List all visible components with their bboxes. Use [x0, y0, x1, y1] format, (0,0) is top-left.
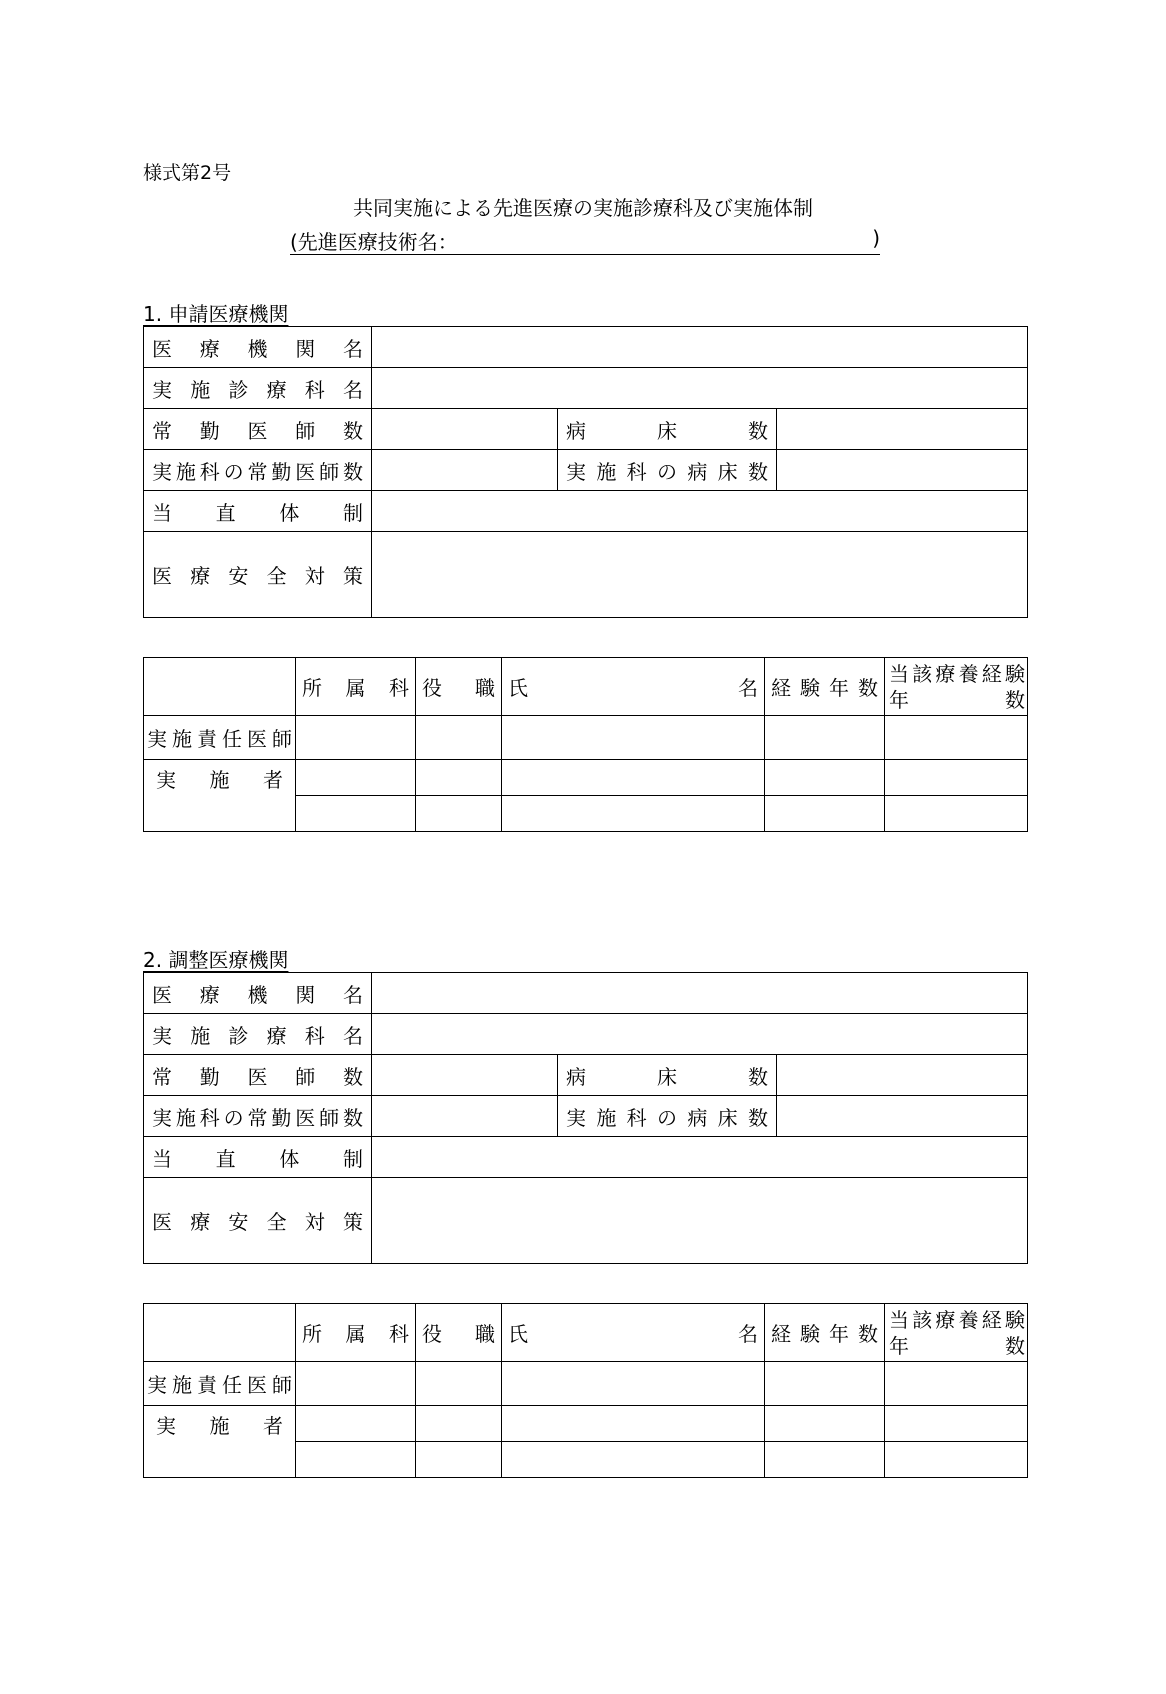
cell-department[interactable] — [296, 716, 416, 760]
header-relevant-exp-year: 年 — [889, 687, 909, 712]
label-beds: 病 床 数 — [558, 409, 777, 450]
label-safety-measures: 医 療 安 全 対 策 — [144, 1178, 372, 1264]
label-fulltime-doctors: 常 勤 医 師 数 — [144, 1055, 372, 1096]
cell-department[interactable] — [296, 760, 416, 796]
value-dept-fulltime-doctors[interactable] — [372, 450, 558, 491]
cell-department[interactable] — [296, 1442, 416, 1478]
header-relevant-experience — [885, 658, 1028, 716]
header-relevant-exp-count: 数 — [1005, 1333, 1025, 1358]
value-institution-name[interactable] — [372, 327, 1028, 368]
value-safety-measures[interactable] — [372, 532, 1028, 618]
cell-name[interactable] — [502, 796, 765, 832]
cell-experience-years[interactable] — [765, 760, 885, 796]
label-on-call-system: 当 直 体 制 — [144, 1137, 372, 1178]
header-relevant-exp-year: 年 — [889, 1333, 909, 1358]
value-on-call-system[interactable] — [372, 491, 1028, 532]
cell-position[interactable] — [416, 760, 502, 796]
header-name — [502, 658, 765, 716]
value-dept-beds[interactable] — [777, 450, 1028, 491]
section-1-heading: 1. 申請医療機関 — [143, 302, 289, 326]
section-1-staff-table — [143, 657, 1028, 832]
section-2-heading: 2. 調整医療機関 — [143, 948, 289, 972]
header-relevant-exp-count: 数 — [1005, 687, 1025, 712]
header-name-left: 氏 — [508, 676, 528, 700]
cell-position[interactable] — [416, 1406, 502, 1442]
header-relevant-experience — [885, 1304, 1028, 1362]
header-blank — [144, 1304, 296, 1362]
header-department: 所 属 科 — [296, 658, 416, 716]
cell-relevant-experience[interactable] — [885, 1442, 1028, 1478]
header-experience-years: 経 験 年 数 — [765, 658, 885, 716]
cell-position[interactable] — [416, 796, 502, 832]
value-department-name[interactable] — [372, 368, 1028, 409]
cell-relevant-experience[interactable] — [885, 716, 1028, 760]
section-2-info-table — [143, 972, 1028, 1264]
value-dept-fulltime-doctors[interactable] — [372, 1096, 558, 1137]
cell-experience-years[interactable] — [765, 1442, 885, 1478]
value-institution-name[interactable] — [372, 973, 1028, 1014]
cell-name[interactable] — [502, 760, 765, 796]
cell-experience-years[interactable] — [765, 1406, 885, 1442]
subtitle-close: ) — [872, 226, 880, 250]
header-name-left: 氏 — [508, 1322, 528, 1346]
header-relevant-exp-line1: 当該療養経験 — [889, 1307, 1025, 1332]
label-fulltime-doctors: 常 勤 医 師 数 — [144, 409, 372, 450]
value-fulltime-doctors[interactable] — [372, 409, 558, 450]
label-beds: 病 床 数 — [558, 1055, 777, 1096]
row-label-implementer: 実 施 者 — [144, 760, 296, 832]
value-department-name[interactable] — [372, 1014, 1028, 1055]
label-institution-name: 医 療 機 関 名 — [144, 327, 372, 368]
cell-position[interactable] — [416, 716, 502, 760]
cell-name[interactable] — [502, 1362, 765, 1406]
section-1-info-table — [143, 326, 1028, 618]
label-institution-name: 医 療 機 関 名 — [144, 973, 372, 1014]
value-fulltime-doctors[interactable] — [372, 1055, 558, 1096]
cell-relevant-experience[interactable] — [885, 1362, 1028, 1406]
cell-department[interactable] — [296, 796, 416, 832]
header-department: 所 属 科 — [296, 1304, 416, 1362]
label-dept-fulltime-doctors: 実施科の常勤医師数 — [144, 450, 372, 491]
label-dept-beds: 実 施 科 の 病 床 数 — [558, 450, 777, 491]
cell-position[interactable] — [416, 1442, 502, 1478]
cell-experience-years[interactable] — [765, 1362, 885, 1406]
value-beds[interactable] — [777, 409, 1028, 450]
document-title: 共同実施による先進医療の実施診療科及び実施体制 — [353, 196, 813, 220]
header-name — [502, 1304, 765, 1362]
subtitle-open: (先進医療技術名： — [290, 230, 458, 254]
label-on-call-system: 当 直 体 制 — [144, 491, 372, 532]
form-number: 様式第2号 — [143, 162, 232, 184]
cell-experience-years[interactable] — [765, 716, 885, 760]
cell-relevant-experience[interactable] — [885, 796, 1028, 832]
cell-position[interactable] — [416, 1362, 502, 1406]
header-name-right: 名 — [738, 676, 758, 700]
value-dept-beds[interactable] — [777, 1096, 1028, 1137]
header-experience-years: 経 験 年 数 — [765, 1304, 885, 1362]
value-safety-measures[interactable] — [372, 1178, 1028, 1264]
header-name-right: 名 — [738, 1322, 758, 1346]
header-blank — [144, 658, 296, 716]
cell-relevant-experience[interactable] — [885, 1406, 1028, 1442]
label-safety-measures: 医 療 安 全 対 策 — [144, 532, 372, 618]
value-on-call-system[interactable] — [372, 1137, 1028, 1178]
label-department-name: 実 施 診 療 科 名 — [144, 368, 372, 409]
label-dept-beds: 実 施 科 の 病 床 数 — [558, 1096, 777, 1137]
cell-name[interactable] — [502, 1406, 765, 1442]
label-dept-fulltime-doctors: 実施科の常勤医師数 — [144, 1096, 372, 1137]
cell-department[interactable] — [296, 1362, 416, 1406]
header-position: 役 職 — [416, 658, 502, 716]
header-relevant-exp-line1: 当該療養経験 — [889, 661, 1025, 686]
cell-relevant-experience[interactable] — [885, 760, 1028, 796]
row-label-responsible-doctor: 実施責任医師 — [144, 716, 296, 760]
section-2-staff-table — [143, 1303, 1028, 1478]
row-label-implementer: 実 施 者 — [144, 1406, 296, 1478]
value-beds[interactable] — [777, 1055, 1028, 1096]
header-position: 役 職 — [416, 1304, 502, 1362]
row-label-responsible-doctor: 実施責任医師 — [144, 1362, 296, 1406]
cell-experience-years[interactable] — [765, 796, 885, 832]
cell-name[interactable] — [502, 716, 765, 760]
technology-name-field[interactable] — [290, 226, 880, 255]
cell-department[interactable] — [296, 1406, 416, 1442]
cell-name[interactable] — [502, 1442, 765, 1478]
label-department-name: 実 施 診 療 科 名 — [144, 1014, 372, 1055]
